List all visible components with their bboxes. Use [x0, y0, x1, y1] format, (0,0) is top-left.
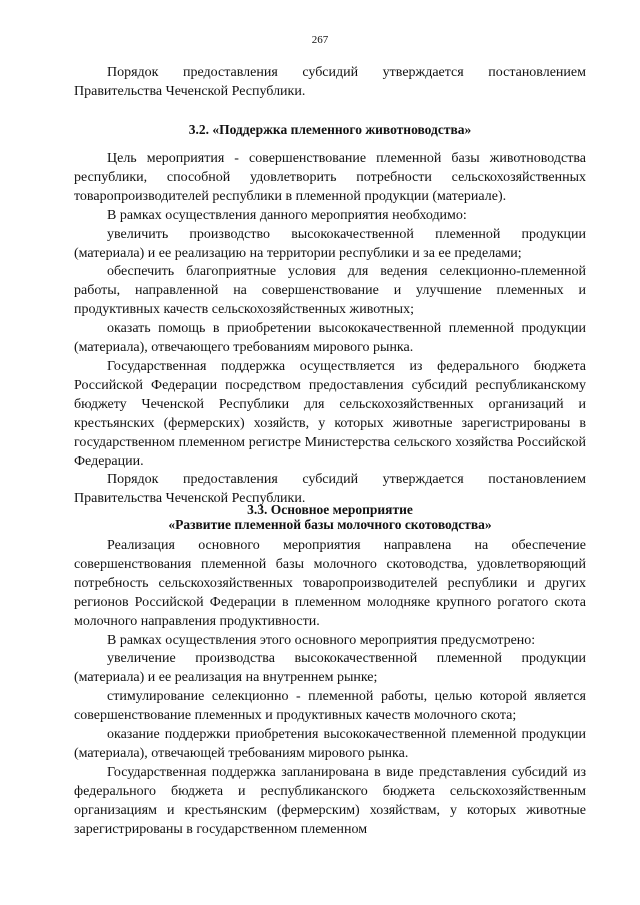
paragraph: увеличение производства высококачественной племенной продукции (материала) и ее реализация на внутреннем рынке; [74, 651, 586, 686]
text-block-2 [74, 150, 586, 509]
paragraph: Цель мероприятия - совершенствование племенной базы животноводства республики, способной удовлетворить потребности сельскохозяйственных товаропроизводителей республики в племенной продукции (материале). [74, 151, 586, 204]
paragraph: Порядок предоставления субсидий утверждается постановлением Правительства Чеченской Республики. [74, 65, 586, 99]
paragraph: Реализация основного мероприятия направлена на обеспечение совершенствования племенной базы молочного скотоводства, удовлетворяющий потребность сельскохозяйственных товаропроизводителей республики и других регионов Российской Федерации в племенном молодняке крупного рогатого скота молочного направления продуктивности. [74, 538, 586, 629]
paragraph: Государственная поддержка запланирована в виде представления субсидий из федерального бюджета и республиканского бюджета сельскохозяйственным организациям и крестьянским (фермерским) хозяйствам, у которых животные зарегистрированы в государственном племенном [74, 764, 586, 837]
paragraph: оказать помощь в приобретении высококачественной племенной продукции (материала), отвечающего требованиям мирового рынка. [74, 321, 586, 356]
heading-3-3-title: 3.3. Основное мероприятие [247, 502, 413, 517]
paragraph: Государственная поддержка осуществляется из федерального бюджета Российской Федерации посредством предоставления субсидий республиканскому бюджету Чеченской Республики для сельскохозяйственных организаций и крестьянских (фермерских) хозяйств, у которых животные зарегистрированы в государственном племенном регистре Министерства сельского хозяйства Российской Федерации. [74, 358, 586, 469]
heading-3-2: 3.2. «Поддержка племенного животноводства» [188, 122, 472, 137]
text-block-3 [74, 537, 586, 840]
paragraph: увеличить производство высококачественной племенной продукции (материала) и ее реализацию на территории республики и за ее пределами; [74, 226, 586, 261]
paragraph: оказание поддержки приобретения высококачественной племенной продукции (материала), отвечающей требованиям мирового рынка. [74, 727, 586, 761]
heading-3-3 [74, 502, 586, 532]
text-block-1 [74, 64, 586, 102]
page-number: 267 [311, 34, 329, 46]
paragraph: В рамках осуществления этого основного мероприятия предусмотрено: [107, 632, 536, 648]
paragraph: обеспечить благоприятные условия для ведения селекционно-племенной работы, направленной на совершенствование и улучшение племенных и продуктивных качеств сельскохозяйственных животных; [74, 264, 586, 318]
paragraph: стимулирование селекционно - племенной работы, целью которой является совершенствование племенных и продуктивных качеств молочного скота; [74, 689, 586, 724]
paragraph: Порядок предоставления субсидий утверждается постановлением Правительства Чеченской Республики. [74, 472, 586, 507]
heading-3-3-subtitle: «Развитие племенной базы молочного скотоводства» [168, 517, 492, 532]
paragraph: В рамках осуществления данного мероприятия необходимо: [107, 207, 467, 223]
